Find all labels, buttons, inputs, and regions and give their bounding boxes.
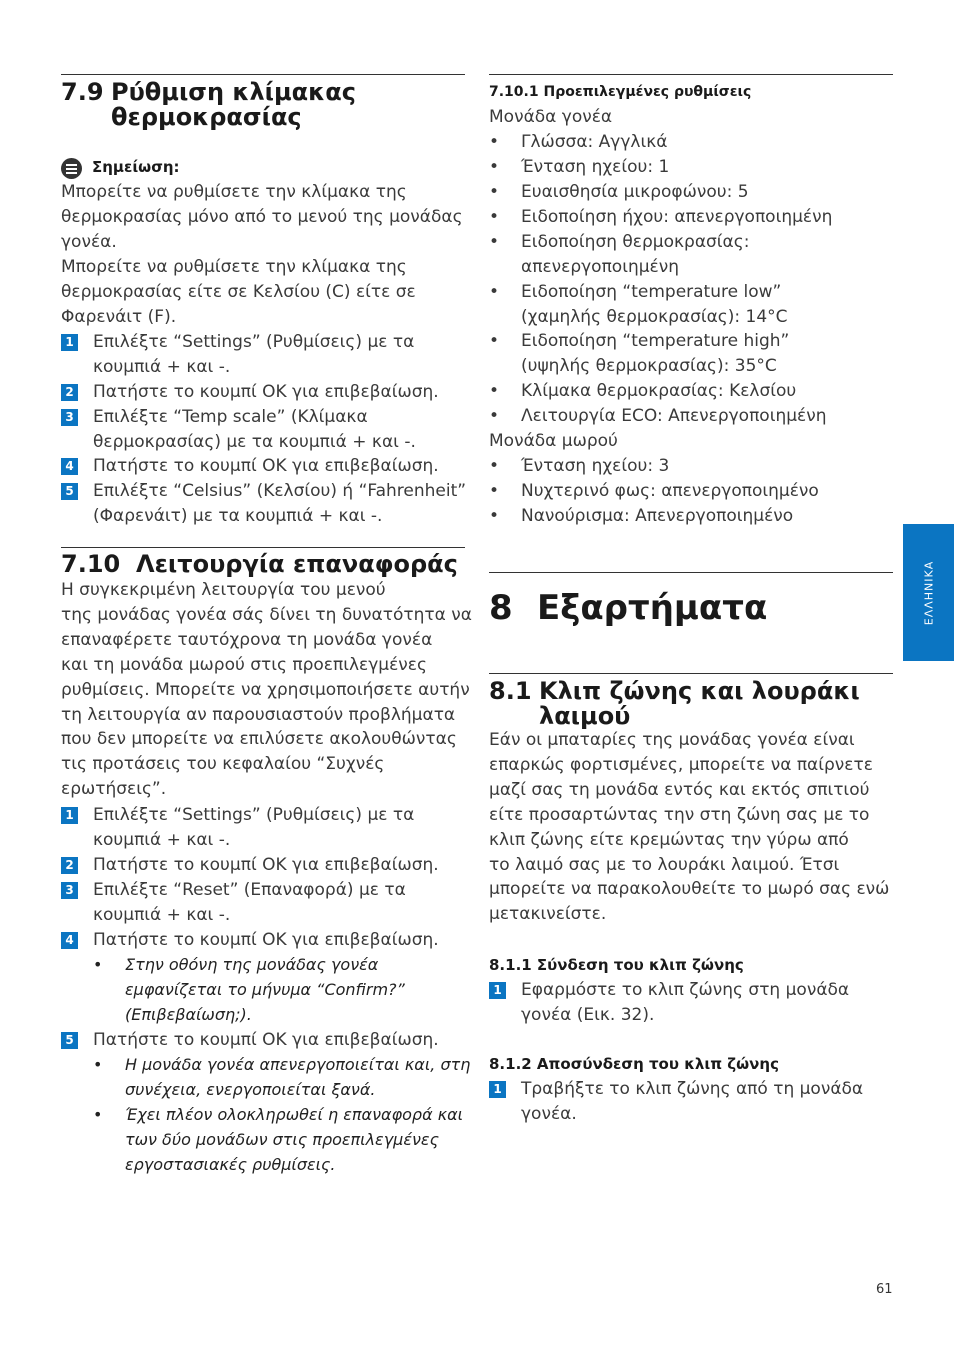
step-number-badge: 5	[61, 1032, 78, 1049]
step-number-badge: 5	[61, 483, 78, 500]
text-line: και τη μονάδα μωρού στις προεπιλεγμένες	[61, 654, 427, 675]
subsection-heading: 7.10.1 Προεπιλεγμένες ρυθμίσεις	[489, 84, 752, 100]
step-text: κουμπιά + και -.	[93, 829, 231, 850]
step-text: γονέα (Εικ. 32).	[521, 1004, 655, 1025]
list-item-text: (χαμηλής θερμοκρασίας): 14°C	[521, 306, 788, 327]
step-number-badge: 4	[61, 458, 78, 475]
text-line: θερμοκρασίας μόνο από το μενού της μονάδας	[61, 206, 463, 227]
step-number-badge: 1	[489, 982, 506, 999]
list-item-text: απενεργοποιημένη	[521, 256, 680, 277]
step-number-badge: 2	[61, 384, 78, 401]
list-item: • Ένταση ηχείου: 1	[489, 155, 893, 180]
group-label: Μονάδα γονέα	[489, 107, 613, 127]
list-item: • Ένταση ηχείου: 3	[489, 454, 893, 479]
step-number-badge: 1	[61, 334, 78, 351]
step-text: Τραβήξτε το κλιπ ζώνης από τη μονάδα	[521, 1079, 864, 1099]
step-text: Επιλέξτε “Temp scale” (Κλίμακα	[93, 407, 368, 427]
section-title: Λειτουργία επαναφοράς	[136, 550, 458, 578]
text-line: επαρκώς φορτισμένες, μπορείτε να παίρνετε	[489, 754, 873, 775]
step-text: κουμπιά + και -.	[93, 904, 231, 925]
step-text: Πατήστε το κουμπί OK για επιβεβαίωση.	[93, 1030, 439, 1050]
text-line: που δεν μπορείτε να επιλύσετε ακολουθώντας	[61, 729, 457, 750]
paragraph	[61, 180, 465, 329]
section-title-line2: θερμοκρασίας	[111, 103, 302, 131]
list-item: • Γλώσσα: Αγγλικά	[489, 130, 893, 155]
text-line: ερωτήσεις”.	[61, 779, 167, 800]
sub-bullet-text: Στην οθόνη της μονάδας γονέα	[125, 955, 379, 974]
list-item: • Ευαισθησία μικροφώνου: 5	[489, 180, 893, 205]
step-text: Επιλέξτε “Reset” (Επαναφορά) με τα	[93, 880, 406, 900]
step-text: Πατήστε το κουμπί OK για επιβεβαίωση.	[93, 855, 439, 875]
list-item-text: Γλώσσα: Αγγλικά	[521, 132, 668, 152]
chapter-number: 8	[489, 588, 513, 628]
section-rule	[489, 74, 893, 75]
text-line: ρυθμίσεις. Μπορείτε να χρησιμοποιήσετε αυτήν	[61, 679, 470, 700]
step-text: Πατήστε το κουμπί OK για επιβεβαίωση.	[93, 930, 439, 950]
step-item	[61, 1028, 465, 1053]
text-line: μαζί σας τη μονάδα εντός και εκτός σπιτιού	[489, 779, 870, 800]
section-rule	[61, 547, 465, 548]
step-text: Πατήστε το κουμπί OK για επιβεβαίωση.	[93, 456, 439, 476]
sub-bullet-text: (Επιβεβαίωση;).	[125, 1004, 252, 1024]
list-item: • Λειτουργία ECO: Απενεργοποιημένη	[489, 404, 893, 429]
sub-bullet-text: των δύο μονάδων στις προεπιλεγμένες	[125, 1129, 439, 1149]
list-item: • Κλίμακα θερμοκρασίας: Κελσίου	[489, 379, 893, 404]
step-number-badge: 1	[489, 1081, 506, 1098]
text-line: είτε προσαρτώντας την στη ζώνη σας με το	[489, 804, 870, 825]
sub-bullet-text: εμφανίζεται το μήνυμα “Confirm?”	[125, 979, 405, 999]
section-number: 7.10	[61, 550, 121, 578]
list-item: • Ειδοποίηση ήχου: απενεργοποιημένη	[489, 205, 893, 230]
step-text: Επιλέξτε “Settings” (Ρυθμίσεις) με τα	[93, 805, 415, 825]
text-line: τη λειτουργία αν παρουσιαστούν προβλήματα	[61, 704, 456, 725]
step-item	[61, 454, 465, 479]
step-number-badge: 3	[61, 882, 78, 899]
sub-bullet-text: Έχει πλέον ολοκληρωθεί η επαναφορά και	[125, 1105, 464, 1124]
list-item-text: Ειδοποίηση θερμοκρασίας:	[521, 232, 750, 252]
step-text: κουμπιά + και -.	[93, 356, 231, 377]
list-item-text: Ένταση ηχείου: 1	[521, 157, 670, 177]
list-item-text: Ειδοποίηση “temperature low”	[521, 282, 782, 302]
step-item	[61, 479, 465, 529]
list-item-text: Ειδοποίηση “temperature high”	[521, 331, 790, 351]
text-line: κλιπ ζώνης είτε κρεμώντας την γύρω από	[489, 829, 849, 850]
subsection-heading: 8.1.1 Σύνδεση του κλιπ ζώνης	[489, 956, 744, 974]
language-tab-label: ΕΛΛΗΝΙΚΑ	[922, 560, 935, 625]
chapter-title: Εξαρτήματα	[537, 588, 768, 628]
list-item-text: Νανούρισμα: Απενεργοποιημένο	[521, 506, 794, 526]
section-rule	[61, 74, 465, 75]
list-item-text: Λειτουργία ECO: Απενεργοποιημένη	[521, 406, 827, 426]
text-line: το λαιμό σας με το λουράκι λαιμού. Έτσι	[489, 854, 840, 875]
sub-bullet	[93, 1053, 471, 1103]
step-number-badge: 4	[61, 932, 78, 949]
step-item	[61, 405, 465, 455]
section-title-line1: Κλιπ ζώνης και λουράκι	[539, 677, 860, 705]
group-label: Μονάδα μωρού	[489, 431, 618, 451]
text-line: Φαρενάιτ (F).	[61, 306, 177, 327]
sub-bullet	[93, 953, 465, 1028]
step-number-badge: 2	[61, 857, 78, 874]
text-line: μπορείτε να παρακολουθείτε το μωρό σας ενώ	[489, 879, 890, 900]
text-line: Εάν οι μπαταρίες της μονάδας γονέα είναι	[489, 730, 855, 750]
step-text: Πατήστε το κουμπί OK για επιβεβαίωση.	[93, 382, 439, 402]
list-item-text: Νυχτερινό φως: απενεργοποιημένο	[521, 481, 819, 501]
note-block	[61, 155, 465, 180]
section-title-line2: λαιμού	[539, 702, 631, 730]
list-item: • Νανούρισμα: Απενεργοποιημένο	[489, 504, 893, 529]
section-8-1-heading	[489, 679, 860, 729]
paragraph	[489, 728, 893, 927]
text-line: Η συγκεκριμένη λειτουργία του μενού	[61, 580, 386, 600]
list-item-text: (υψηλής θερμοκρασίας): 35°C	[521, 355, 777, 376]
text-line: μετακινείστε.	[489, 904, 607, 925]
section-rule	[489, 673, 893, 674]
list-item-text: Ένταση ηχείου: 3	[521, 456, 670, 476]
step-number-badge: 1	[61, 807, 78, 824]
step-item	[61, 803, 465, 853]
sub-bullet-text: Η μονάδα γονέα απενεργοποιείται και, στη	[125, 1055, 471, 1074]
text-line: της μονάδας γονέα σάς δίνει τη δυνατότητα να	[61, 604, 472, 625]
chapter-heading	[489, 588, 767, 628]
step-text: θερμοκρασίας) με τα κουμπιά + και -.	[93, 431, 416, 452]
list-item: • Ειδοποίηση “temperature low” (χαμηλής θερμοκρασίας): 14°C	[489, 280, 893, 330]
list-item-text: Ειδοποίηση ήχου: απενεργοποιημένη	[521, 207, 833, 227]
step-item	[61, 928, 465, 953]
text-line: τις προτάσεις του κεφαλαίου “Συχνές	[61, 754, 385, 775]
text-line: γονέα.	[61, 231, 117, 252]
step-text: Επιλέξτε “Settings” (Ρυθμίσεις) με τα	[93, 332, 415, 352]
note-label: Σημείωση:	[92, 158, 180, 176]
section-7-10-heading	[61, 552, 458, 577]
list-item-text: Ευαισθησία μικροφώνου: 5	[521, 182, 749, 202]
step-item	[61, 380, 465, 405]
sub-bullet-text: εργοστασιακές ρυθμίσεις.	[125, 1154, 336, 1174]
step-item	[489, 978, 893, 1028]
step-text: Επιλέξτε “Celsius” (Κελσίου) ή “Fahrenheit”	[93, 481, 467, 501]
bullet-dot: •	[93, 1055, 103, 1074]
bullet-dot: •	[93, 955, 103, 974]
list-item: • Ειδοποίηση “temperature high” (υψηλής θερμοκρασίας): 35°C	[489, 329, 893, 379]
text-line: Μπορείτε να ρυθμίσετε την κλίμακα της	[61, 256, 407, 277]
step-text: γονέα.	[521, 1103, 577, 1124]
step-text: (Φαρενάιτ) με τα κουμπιά + και -.	[93, 505, 383, 526]
bullet-dot: •	[93, 1105, 103, 1124]
step-text: Εφαρμόστε το κλιπ ζώνης στη μονάδα	[521, 980, 850, 1000]
page-number: 61	[876, 1282, 893, 1297]
section-number: 7.9	[61, 78, 104, 106]
step-item	[61, 330, 465, 380]
step-number-badge: 3	[61, 409, 78, 426]
subsection-heading: 8.1.2 Αποσύνδεση του κλιπ ζώνης	[489, 1055, 779, 1073]
text-line: επαναφέρετε ταυτόχρονα τη μονάδα γονέα	[61, 629, 433, 650]
step-item	[61, 853, 465, 878]
section-number: 8.1	[489, 677, 532, 705]
paragraph	[61, 578, 472, 802]
chapter-rule	[489, 572, 893, 573]
list-item: • Ειδοποίηση θερμοκρασίας: απενεργοποιημένη	[489, 230, 893, 280]
note-icon	[61, 158, 82, 179]
text-line: θερμοκρασίας είτε σε Κελσίου (C) είτε σε	[61, 281, 416, 302]
list-item-text: Κλίμακα θερμοκρασίας: Κελσίου	[521, 381, 797, 401]
section-title-line1: Ρύθμιση κλίμακας	[111, 78, 356, 106]
list-item: • Νυχτερινό φως: απενεργοποιημένο	[489, 479, 893, 504]
section-7-9-heading	[61, 80, 356, 130]
step-item	[489, 1077, 893, 1127]
language-tab	[903, 524, 954, 661]
step-item	[61, 878, 465, 928]
sub-bullet-text: συνέχεια, ενεργοποιείται ξανά.	[125, 1079, 376, 1099]
text-line: Μπορείτε να ρυθμίσετε την κλίμακα της	[61, 182, 407, 202]
sub-bullet	[93, 1103, 465, 1178]
